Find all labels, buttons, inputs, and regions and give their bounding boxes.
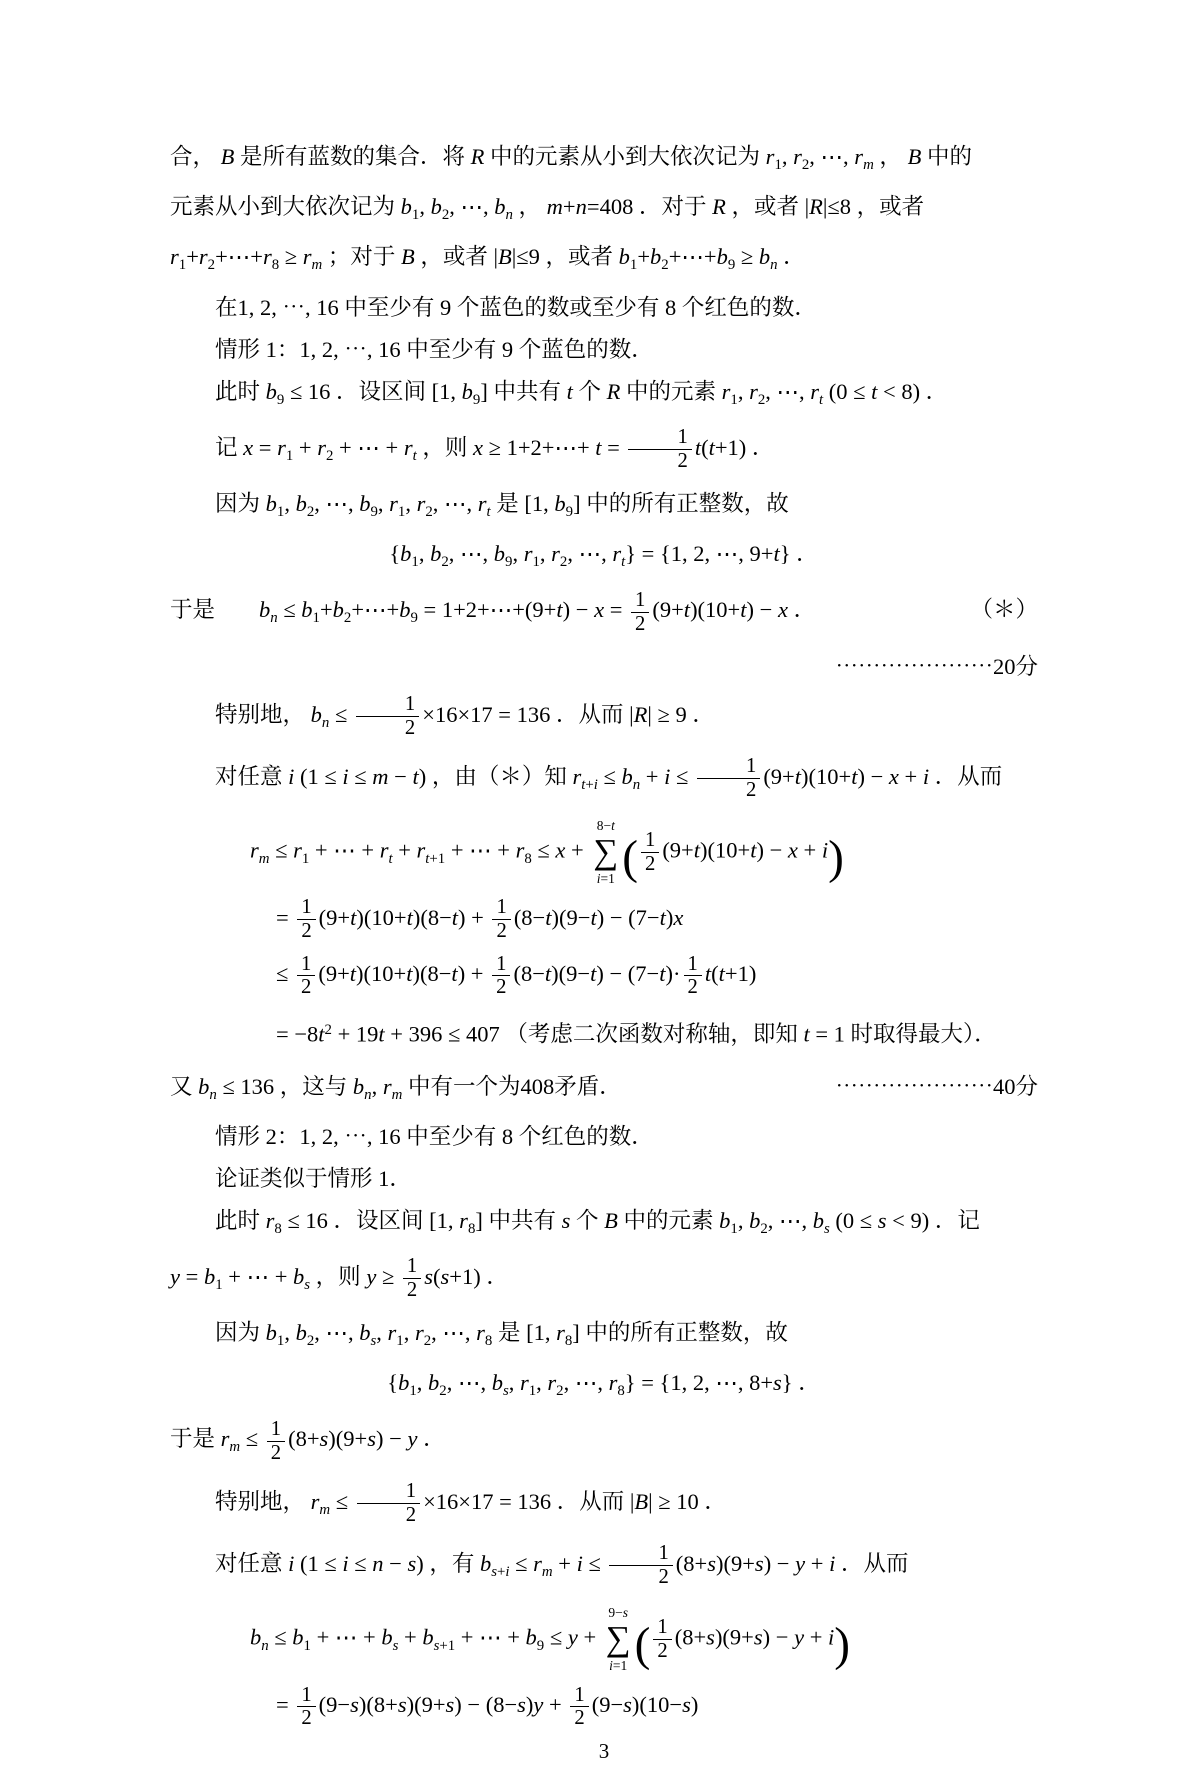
case1-star-equation (170, 583, 1038, 645)
case2-forall-i: 对任意 i (1 ≤ i ≤ n − s) ，有 $b_{s+i} \le r_m + i$ ≤ $\frac{1}{2}$ (8+s)(9+s) − y + i ．从而 (215, 1542, 909, 1589)
score-40-marker: ⋯⋯⋯⋯⋯⋯⋯40分 (835, 1073, 1038, 1099)
case2-because: 因为 $b_1$, $b_2$, ⋯, $b_s$, $r_1$, $r_2$, ⋯, $r_8$ 是 [1, $r_8$] 中的所有正整数，故 (215, 1320, 788, 1350)
case1-display-eq-2: = $\frac{1}{2}$ (9+t)(10+t)(8−t) + $\frac{1}{2}$ (8−t)(9−t) − (7−t)x (276, 896, 684, 943)
case2-display-eq-1: $b_n \le b_1$ + ⋯ + $b_s + b_{s+1}$ + ⋯ + $b_9 \le y$ + 9−s ∑ i=1 ( $\frac{1}{2}$ (8+s)(9+s) − y + i) (250, 1605, 851, 1673)
case2-rm-bound: 特别地， $r_m$ ≤ $\frac{1}{2}$ ×16×17 = 136 ．从而 |B| ≥ 10 ． (215, 1480, 727, 1526)
star-equation-body: $b_n$ ≤ $b_1+b_2+\cdots+b_9$ = 1+2+⋯+(9+t) − x = $\frac{1}{2}$ (9+t)(10+t) − x ． (259, 588, 817, 635)
case1-display-eq-4: = $-8t^2 + 19t + 396 \le 407$ （考虑二次函数对称轴，即知 t = 1 时取得最大）． (276, 1021, 997, 1047)
case1-bn-bound: 特别地， $b_n$ ≤ $\frac{1}{2}$ ×16×17 = 136 ．从而 |R| ≥ 9 ． (215, 693, 715, 739)
page-number: 3 (598, 1739, 610, 1764)
case1-conclusion-text: 又 $b_n \le 136$ ，这与 $b_n$, $r_m$ 中有一个为408矛盾． (170, 1073, 622, 1103)
case1-forall-i: 对任意 i (1 ≤ i ≤ m − t) ，由（＊）知 $r_{t+i} \le b_n + i$ ≤ $\frac{1}{2}$ (9+t)(10+t) − x + i ．从而 (215, 755, 1003, 802)
case2-heading: 情形 2：1, 2, ⋯, 16 中至少有 8 个红色的数． (215, 1123, 654, 1149)
case2-set-equation: {$b_1$, $b_2$, ⋯, $b_s$, $r_1$, $r_2$, ⋯, $r_8\} = \{1$, 2, ⋯, 8+s} ． (387, 1370, 821, 1400)
case1-set-equation: {$b_1$, $b_2$, ⋯, $b_9$, $r_1$, $r_2$, ⋯, $r_t\} = \{1$, 2, ⋯, 9+t} ． (389, 541, 819, 571)
score-20-marker: ⋯⋯⋯⋯⋯⋯⋯20分 (835, 653, 1038, 679)
case2-y-definition: $y = b_1$ + ⋯ + $b_s$ ，则 y ≥ $\frac{1}{2}$ s(s+1) ． (170, 1255, 509, 1302)
case1-conclusion (170, 1066, 1038, 1116)
star-equation-prefix: 于是 (170, 597, 216, 623)
case1-because: 因为 $b_1$, $b_2$, ⋯, $b_9$, $r_1$, $r_2$, ⋯, $r_t$ 是 [1, $b_9$] 中的所有正整数，故 (215, 490, 789, 521)
star-marker: （＊） (970, 597, 1038, 623)
para-intro-1: 合， B 是所有蓝数的集合．将 R 中的元素从小到大依次记为 $r_1$, $r_2$, ⋯, $r_m$ ， B 中的 (170, 144, 972, 174)
case2-rm-inequality: 于是 $r_m$ ≤ $\frac{1}{2}$ (8+s)(9+s) − y ． (170, 1418, 446, 1464)
para-intro-2: 元素从小到大依次记为 $b_1$, $b_2$, ⋯, $b_n$ ， m+n=408 ．对于 R ，或者 |R|≤8 ，或者 (170, 194, 925, 224)
case2-similar-note: 论证类似于情形 1． (215, 1165, 412, 1191)
case1-heading: 情形 1：1, 2, ⋯, 16 中至少有 9 个蓝色的数． (215, 336, 654, 362)
case1-setup: 此时 $b_9 \le 16$ ．设区间 [1, $b_9$] 中共有 t 个 R 中的元素 $r_1$, $r_2$, ⋯, $r_t$ (0 ≤ t < 8) ． (215, 378, 949, 408)
para-intro-3: $r_1+r_2+\cdots+r_8 \ge r_m$ ；对于 B ，或者 |B|≤9 ，或者 $b_1+b_2+\cdots+b_9 \ge b_n$ ． (170, 244, 806, 274)
case1-display-eq-3: ≤ $\frac{1}{2}$ (9+t)(10+t)(8−t) + $\frac{1}{2}$ (8−t)(9−t) − (7−t)· $\frac{1}{2}$ t(t+1) (276, 952, 757, 999)
case2-display-eq-2: = $\frac{1}{2}$ (9−s)(8+s)(9+s) − (8−s)y + $\frac{1}{2}$ (9−s)(10−s) (276, 1683, 699, 1730)
solution-content (170, 136, 1038, 1736)
case1-display-eq-1: $r_m \le r_1$ + ⋯ + $r_t + r_{t+1}$ + ⋯ + $r_8 \le x$ + 8−t ∑ i=1 ( $\frac{1}{2}$ (9+t)(10+t) − x + i) (250, 817, 844, 886)
case1-x-definition: 记 $x = r_1 + r_2$ + ⋯ + $r_t$ ，则 x ≥ 1+2+⋯+ t = $\frac{1}{2}$ t(t+1) ． (215, 426, 775, 473)
case2-setup: 此时 $r_8 \le 16$ ．设区间 [1, $r_8$] 中共有 s 个 B 中的元素 $b_1$, $b_2$, ⋯, $b_s$ (0 ≤ s < 9) ．记 (215, 1207, 980, 1237)
para-claim: 在1, 2, ⋯, 16 中至少有 9 个蓝色的数或至少有 8 个红色的数． (215, 294, 817, 320)
